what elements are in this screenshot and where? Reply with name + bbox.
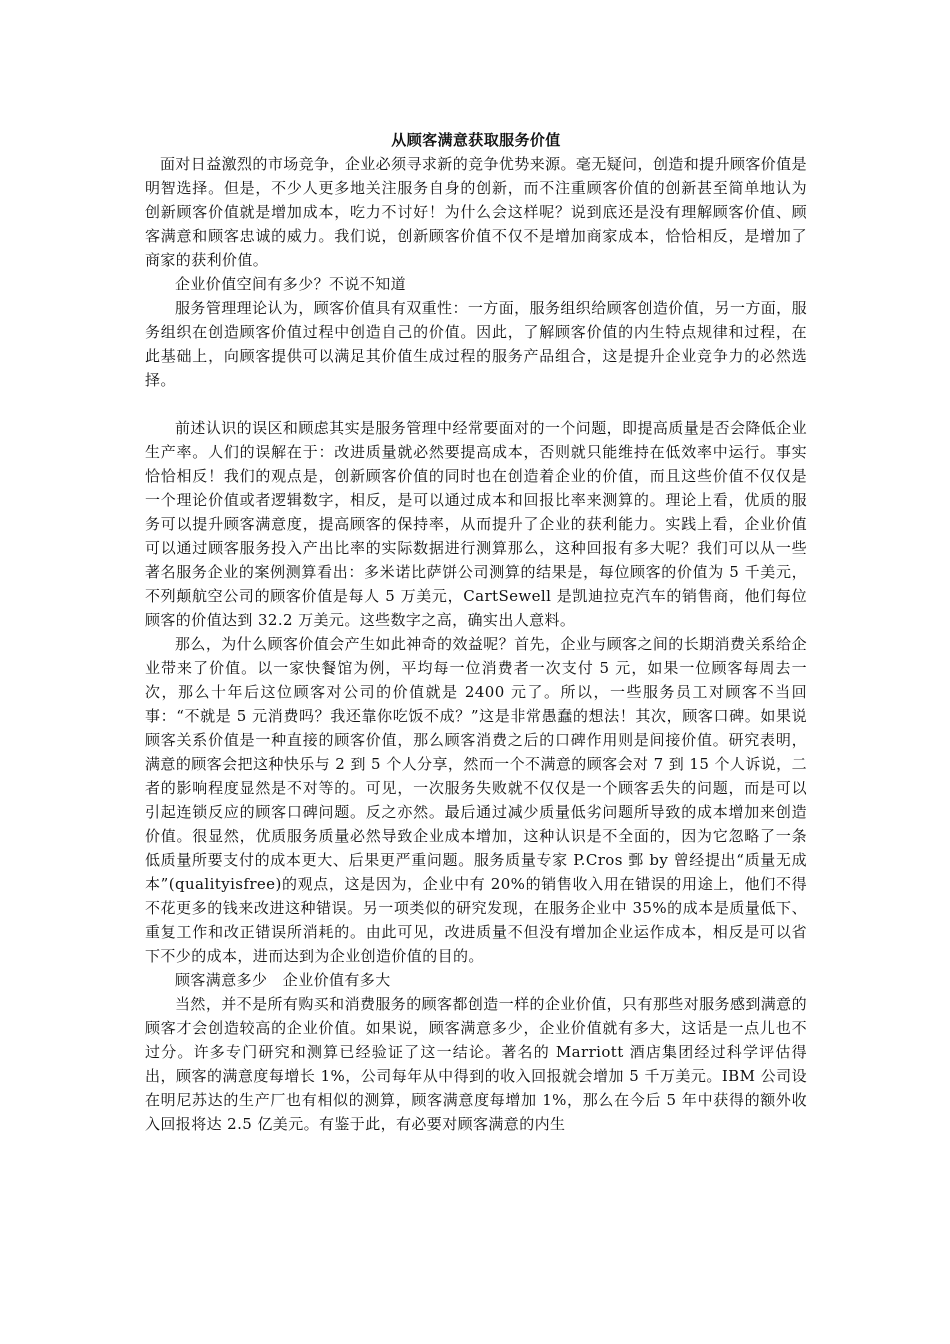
paragraph-satisfaction-examples: 当然，并不是所有购买和消费服务的顾客都创造一样的企业价值，只有那些对服务感到满意的顾客才会创造较高的企业价值。如果说，顾客满意多少，企业价值就有多大，这话是一点儿也不过分。许多专门研究和测算已经验证了这一结论。著名的 Marriott 酒店集团经过科学评估得出，顾客的满意度每增长 1%，公司每年从中得到的收入回报就会增加 5 千万美元。IBM 公司设在明尼苏达的生产厂也有相似的测算，顾客满意度每增加 1%，那么在今后 5 年中获得的额外收入回报将达 2.5 亿美元。有鉴于此，有必要对顾客满意的内生 bbox=[145, 995, 807, 1133]
blank-line bbox=[145, 392, 807, 416]
document-page bbox=[145, 128, 807, 1136]
paragraph-intro: 面对日益激烈的市场竞争，企业必须寻求新的竞争优势来源。毫无疑问，创造和提升顾客价值是明智选择。但是，不少人更多地关注服务自身的创新，而不注重顾客价值的创新甚至简单地认为创新顾客价值就是增加成本，吃力不讨好！为什么会这样呢？说到底还是没有理解顾客价值、顾客满意和顾客忠诚的威力。我们说，创新顾客价值不仅不是增加商家成本，恰恰相反，是增加了商家的获利价值。 bbox=[145, 155, 807, 269]
section-heading-enterprise-value-space: 企业价值空间有多少？不说不知道 bbox=[175, 275, 407, 293]
paragraph-service-theory: 服务管理理论认为，顾客价值具有双重性：一方面，服务组织给顾客创造价值，另一方面，服务组织在创造顾客价值过程中创造自己的价值。因此，了解顾客价值的内生特点规律和过程，在此基础上，向顾客提供可以满足其价值生成过程的服务产品组合，这是提升企业竞争力的必然选择。 bbox=[145, 299, 807, 389]
document-title: 从顾客满意获取服务价值 bbox=[391, 131, 561, 149]
paragraph-customer-value-effects: 那么，为什么顾客价值会产生如此神奇的效益呢？首先，企业与顾客之间的长期消费关系给企业带来了价值。以一家快餐馆为例，平均每一位消费者一次支付 5 元，如果一位顾客每周去一次，那么十年后这位顾客对公司的价值就是 2400 元了。所以，一些服务员工对顾客不当回事：“不就是 5 元消费吗？我还靠你吃饭不成？”这是非常愚蠢的想法！其次，顾客口碑。如果说顾客关系价值是一种直接的顾客价值，那么顾客消费之后的口碑作用则是间接价值。研究表明，满意的顾客会把这种快乐与 2 到 5 个人分享，然而一个不满意的顾客会对 7 到 15 个人诉说，二者的影响程度显然是不对等的。可见，一次服务失败就不仅仅是一个顾客丢失的问题，而是可以引起连锁反应的顾客口碑问题。反之亦然。最后通过减少质量低劣问题所导致的成本增加来创造价值。很显然，优质服务质量必然导致企业成本增加，这种认识是不全面的，因为它忽略了一条低质量所要支付的成本更大、后果更严重问题。服务质量专家 P.Cros 鄄 by 曾经提出“质量无成本”(qualityisfree)的观点，这是因为，企业中有 20%的销售收入用在错误的用途上，他们不得不花更多的钱来改进这种错误。另一项类似的研究发现，在服务企业中 35%的成本是质量低下、重复工作和改正错误所消耗的。由此可见，改进质量不但没有增加企业运作成本，相反是可以省下不少的成本，进而达到为企业创造价值的目的。 bbox=[145, 635, 807, 965]
section-heading-satisfaction-value: 顾客满意多少 企业价值有多大 bbox=[175, 971, 391, 989]
paragraph-quality-vs-productivity: 前述认识的误区和顾虑其实是服务管理中经常要面对的一个问题，即提高质量是否会降低企业生产率。人们的误解在于：改进质量就必然要提高成本，否则就只能维持在低效率中运行。事实恰恰相反！我们的观点是，创新顾客价值的同时也在创造着企业的价值，而且这些价值不仅仅是一个理论价值或者逻辑数字，相反，是可以通过成本和回报比率来测算的。理论上看，优质的服务可以提升顾客满意度，提高顾客的保持率，从而提升了企业的获利能力。实践上看，企业价值可以通过顾客服务投入产出比率的实际数据进行测算那么，这种回报有多大呢？我们可以从一些著名服务企业的案例测算看出：多米诺比萨饼公司测算的结果是，每位顾客的价值为 5 千美元，不列颠航空公司的顾客价值是每人 5 万美元，CartSewell 是凯迪拉克汽车的销售商，他们每位顾客的价值达到 32.2 万美元。这些数字之高，确实出人意料。 bbox=[145, 419, 807, 629]
